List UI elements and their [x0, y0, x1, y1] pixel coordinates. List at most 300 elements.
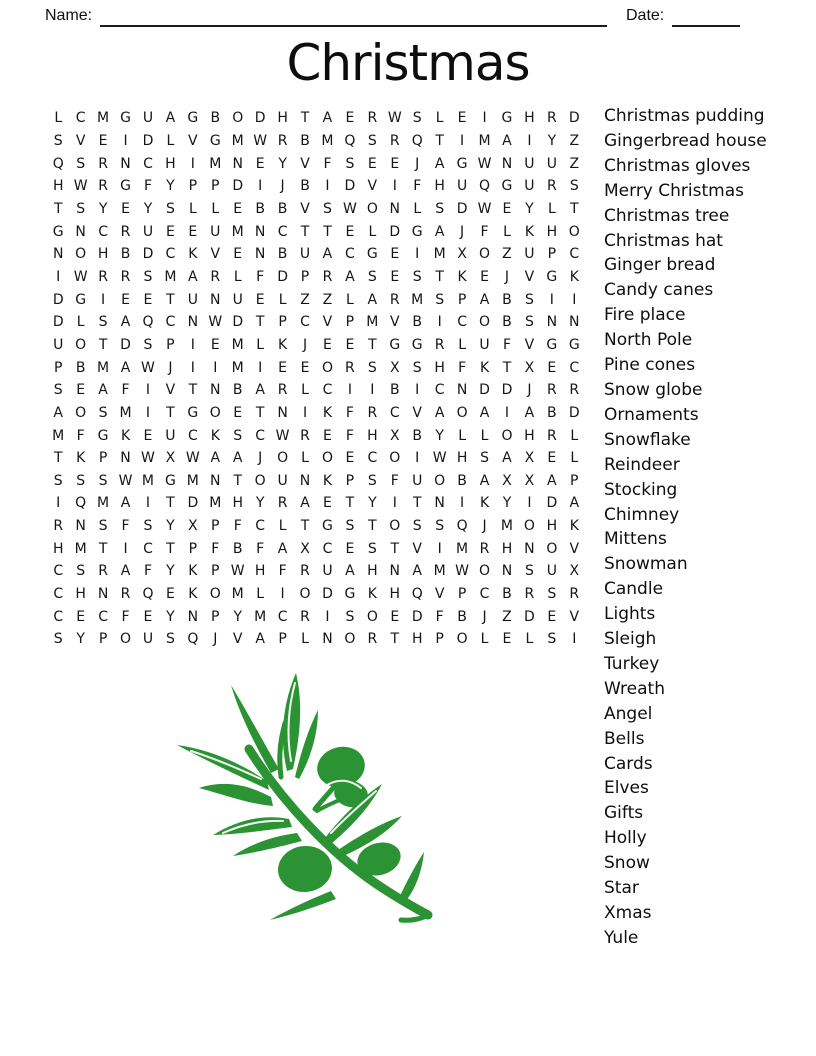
date-blank-line	[672, 9, 740, 27]
grid-letter: E	[143, 291, 153, 308]
grid-letter: I	[415, 450, 420, 467]
grid-letter: S	[143, 268, 153, 285]
grid-letter: B	[300, 178, 310, 195]
grid-letter: C	[277, 608, 288, 625]
grid-letter: E	[457, 110, 467, 127]
grid-letter: P	[211, 178, 220, 195]
grid-letter: H	[232, 495, 243, 512]
grid-letter: T	[368, 518, 377, 535]
grid-letter: S	[435, 518, 445, 535]
grid-letter: E	[255, 155, 265, 172]
grid-letter: V	[389, 314, 400, 331]
grid-letter: V	[75, 132, 86, 149]
grid-letter: Y	[233, 608, 242, 625]
grid-letter: E	[547, 608, 557, 625]
grid-letter: G	[546, 336, 558, 353]
grid-letter: T	[166, 291, 175, 308]
grid-letter: K	[210, 427, 220, 444]
grid-letter: A	[53, 404, 63, 421]
grid-letter: H	[501, 540, 513, 557]
grid-letter: U	[53, 336, 64, 353]
grid-letter: S	[53, 132, 63, 149]
grid-letter: S	[98, 404, 108, 421]
grid-letter: B	[412, 427, 423, 444]
grid-letter: I	[347, 382, 352, 399]
grid-letter: P	[435, 631, 444, 648]
grid-letter: N	[120, 155, 131, 172]
grid-letter: H	[254, 563, 266, 580]
grid-letter: I	[325, 178, 330, 195]
grid-letter: B	[300, 132, 310, 149]
grid-letter: E	[278, 359, 288, 376]
grid-letter: O	[344, 631, 356, 648]
grid-letter: T	[166, 495, 175, 512]
grid-letter: V	[300, 200, 310, 217]
grid-letter: M	[411, 291, 424, 308]
name-label: Name:	[45, 7, 93, 24]
grid-letter: V	[434, 586, 445, 603]
grid-letter: P	[98, 631, 108, 648]
grid-letter: M	[231, 132, 244, 149]
grid-letter: S	[98, 314, 108, 331]
grid-letter: O	[277, 450, 289, 467]
grid-letter: H	[411, 631, 423, 648]
grid-letter: R	[120, 223, 131, 240]
grid-letter: L	[503, 223, 511, 240]
word-list-item: Snowman	[604, 554, 688, 575]
grid-letter: R	[389, 132, 400, 149]
grid-letter: A	[255, 631, 265, 648]
grid-letter: F	[211, 540, 220, 557]
grid-letter: I	[370, 382, 375, 399]
grid-letter: Y	[368, 495, 377, 512]
grid-letter: A	[120, 495, 131, 512]
grid-letter: A	[367, 291, 378, 308]
grid-letter: W	[253, 132, 268, 149]
grid-letter: L	[458, 336, 466, 353]
grid-letter: E	[233, 246, 243, 263]
grid-letter: N	[120, 450, 131, 467]
grid-letter: W	[477, 155, 492, 172]
grid-letter: K	[322, 404, 333, 421]
grid-letter: R	[546, 110, 557, 127]
grid-letter: D	[322, 586, 333, 603]
word-list-item: Gingerbread house	[604, 130, 767, 151]
grid-letter: I	[572, 291, 577, 308]
grid-letter: O	[523, 518, 535, 535]
grid-letter: L	[368, 223, 377, 240]
grid-letter: K	[569, 518, 579, 535]
grid-letter: Z	[300, 291, 310, 308]
grid-letter: S	[547, 586, 557, 603]
grid-letter: F	[256, 268, 265, 285]
grid-letter: I	[101, 291, 106, 308]
grid-letter: E	[121, 291, 130, 308]
grid-letter: O	[479, 563, 491, 580]
grid-letter: O	[389, 518, 401, 535]
grid-letter: M	[231, 223, 244, 240]
grid-letter: R	[277, 382, 288, 399]
grid-letter: F	[345, 427, 354, 444]
grid-letter: I	[123, 540, 128, 557]
grid-letter: D	[277, 268, 288, 285]
grid-letter: C	[165, 246, 176, 263]
olive-branch-illustration	[165, 657, 440, 932]
grid-letter: B	[389, 382, 400, 399]
grid-letter: F	[143, 178, 152, 195]
grid-letter: O	[120, 631, 132, 648]
grid-letter: R	[300, 427, 310, 444]
grid-letter: O	[479, 314, 491, 331]
grid-letter: R	[546, 178, 557, 195]
grid-letter: O	[209, 404, 221, 421]
grid-letter: G	[120, 110, 131, 127]
grid-letter: R	[569, 382, 580, 399]
grid-letter: T	[166, 540, 175, 557]
grid-letter: I	[460, 495, 465, 512]
grid-letter: X	[165, 450, 176, 467]
grid-letter: G	[411, 336, 423, 353]
grid-letter: M	[164, 268, 177, 285]
grid-letter: V	[188, 132, 198, 149]
grid-letter: U	[546, 155, 557, 172]
grid-letter: L	[525, 631, 534, 648]
grid-letter: T	[255, 404, 265, 421]
grid-letter: A	[277, 540, 288, 557]
grid-letter: A	[434, 223, 445, 240]
grid-letter: A	[502, 450, 512, 467]
grid-letter: D	[456, 200, 468, 217]
grid-letter: C	[187, 427, 198, 444]
word-list-item: Chimney	[604, 504, 680, 525]
grid-letter: N	[456, 382, 468, 399]
grid-letter: N	[389, 563, 401, 580]
grid-letter: O	[546, 540, 558, 557]
grid-letter: N	[434, 495, 445, 512]
grid-letter: Y	[547, 132, 557, 149]
grid-letter: E	[188, 223, 198, 240]
grid-letter: D	[52, 314, 64, 331]
grid-letter: W	[208, 314, 223, 331]
grid-letter: M	[366, 314, 379, 331]
grid-letter: L	[188, 200, 197, 217]
grid-letter: F	[390, 472, 399, 489]
grid-letter: A	[210, 450, 221, 467]
grid-letter: S	[412, 110, 422, 127]
grid-letter: H	[367, 563, 378, 580]
grid-letter: V	[210, 246, 221, 263]
grid-letter: C	[165, 314, 176, 331]
grid-letter: M	[254, 608, 267, 625]
grid-letter: X	[502, 472, 512, 489]
grid-letter: A	[120, 359, 131, 376]
grid-letter: L	[54, 110, 63, 127]
grid-letter: I	[437, 314, 442, 331]
grid-letter: P	[457, 586, 467, 603]
grid-letter: C	[277, 223, 288, 240]
grid-letter: F	[458, 359, 467, 376]
grid-letter: P	[211, 518, 220, 535]
grid-letter: Q	[142, 586, 154, 603]
grid-letter: I	[415, 382, 420, 399]
grid-letter: N	[187, 608, 199, 625]
grid-letter: P	[188, 178, 198, 195]
grid-letter: M	[456, 540, 469, 557]
grid-letter: I	[302, 404, 308, 421]
grid-letter: J	[527, 382, 532, 399]
grid-letter: U	[210, 223, 221, 240]
grid-letter: A	[322, 246, 333, 263]
grid-letter: C	[434, 382, 445, 399]
grid-letter: H	[75, 586, 86, 603]
grid-letter: C	[322, 540, 333, 557]
grid-letter: D	[479, 382, 490, 399]
grid-letter: C	[479, 586, 490, 603]
grid-letter: M	[433, 563, 446, 580]
word-list-item: Candy canes	[604, 280, 714, 301]
grid-letter: T	[53, 450, 63, 467]
grid-letter: M	[321, 132, 334, 149]
grid-letter: R	[367, 404, 378, 421]
grid-letter: U	[524, 246, 535, 263]
grid-letter: N	[299, 472, 311, 489]
grid-letter: Z	[569, 155, 580, 172]
grid-letter: U	[232, 291, 243, 308]
grid-letter: F	[413, 178, 422, 195]
grid-letter: U	[546, 563, 557, 580]
grid-letter: P	[345, 472, 355, 489]
grid-letter: O	[232, 110, 244, 127]
grid-letter: L	[413, 200, 422, 217]
grid-letter: J	[168, 359, 173, 376]
grid-letter: R	[98, 155, 108, 172]
grid-letter: Y	[166, 518, 175, 535]
grid-letter: G	[120, 178, 131, 195]
grid-letter: E	[165, 223, 175, 240]
grid-letter: M	[478, 132, 491, 149]
word-list-item: North Pole	[604, 330, 693, 351]
grid-letter: T	[412, 495, 422, 512]
grid-letter: R	[98, 178, 108, 195]
grid-letter: T	[255, 314, 265, 331]
grid-letter: U	[187, 291, 198, 308]
grid-letter: E	[345, 223, 355, 240]
grid-letter: E	[345, 540, 355, 557]
grid-letter: S	[412, 268, 422, 285]
grid-letter: L	[570, 450, 579, 467]
grid-letter: I	[437, 540, 442, 557]
grid-letter: N	[389, 200, 401, 217]
grid-letter: T	[435, 132, 444, 149]
grid-letter: D	[524, 608, 535, 625]
grid-letter: N	[210, 291, 221, 308]
grid-letter: E	[143, 608, 153, 625]
grid-letter: F	[121, 608, 130, 625]
grid-letter: O	[209, 586, 221, 603]
grid-letter: I	[258, 178, 263, 195]
grid-letter: N	[187, 314, 199, 331]
grid-letter: M	[74, 540, 87, 557]
grid-letter: F	[233, 518, 242, 535]
grid-letter: C	[53, 586, 64, 603]
grid-letter: T	[233, 472, 242, 489]
grid-letter: L	[256, 586, 265, 603]
grid-letter: K	[188, 586, 198, 603]
grid-letter: V	[165, 382, 176, 399]
grid-letter: A	[120, 563, 131, 580]
grid-letter: E	[502, 631, 512, 648]
grid-letter: W	[73, 268, 88, 285]
grid-letter: N	[210, 382, 221, 399]
grid-letter: M	[141, 472, 155, 489]
grid-letter: N	[501, 563, 513, 580]
grid-letter: L	[435, 110, 444, 127]
grid-letter: X	[524, 472, 535, 489]
word-list-item: Candle	[604, 579, 664, 600]
grid-letter: W	[185, 450, 200, 467]
word-list-item: Stocking	[604, 479, 678, 500]
grid-letter: B	[502, 291, 512, 308]
grid-letter: K	[524, 223, 534, 240]
grid-letter: B	[457, 608, 467, 625]
grid-letter: C	[53, 608, 64, 625]
grid-letter: C	[322, 382, 333, 399]
grid-letter: F	[256, 540, 265, 557]
grid-letter: S	[53, 382, 63, 399]
grid-letter: S	[524, 563, 534, 580]
grid-letter: H	[52, 178, 64, 195]
grid-letter: V	[524, 268, 535, 285]
grid-letter: C	[143, 155, 153, 172]
grid-letter: S	[367, 359, 377, 376]
grid-letter: M	[231, 586, 244, 603]
word-list-item: Reindeer	[604, 454, 680, 475]
grid-letter: G	[322, 518, 333, 535]
grid-letter: M	[119, 404, 132, 421]
grid-letter: Q	[75, 495, 87, 512]
grid-letter: W	[477, 200, 492, 217]
grid-letter: A	[255, 382, 265, 399]
grid-letter: D	[546, 495, 558, 512]
grid-letter: T	[53, 200, 63, 217]
grid-letter: Z	[502, 246, 512, 263]
grid-letter: C	[569, 246, 580, 263]
grid-letter: E	[390, 608, 400, 625]
grid-letter: T	[323, 223, 332, 240]
grid-letter: I	[527, 132, 532, 149]
word-list-item: Pine cones	[604, 355, 696, 376]
grid-letter: S	[76, 200, 86, 217]
grid-letter: H	[456, 450, 468, 467]
grid-letter: O	[456, 631, 468, 648]
grid-letter: E	[345, 450, 355, 467]
grid-letter: Y	[525, 200, 534, 217]
grid-letter: D	[501, 382, 513, 399]
grid-letter: E	[255, 291, 265, 308]
grid-letter: U	[322, 563, 333, 580]
grid-letter: A	[188, 268, 198, 285]
grid-letter: X	[300, 540, 310, 557]
grid-letter: G	[187, 404, 199, 421]
grid-letter: J	[460, 223, 465, 240]
grid-letter: M	[209, 155, 222, 172]
grid-letter: T	[345, 495, 355, 512]
grid-letter: Z	[322, 291, 333, 308]
grid-letter: B	[232, 382, 243, 399]
grid-letter: S	[98, 472, 108, 489]
grid-letter: Q	[411, 132, 423, 149]
grid-letter: R	[300, 563, 310, 580]
grid-letter: S	[143, 518, 153, 535]
grid-letter: I	[280, 586, 285, 603]
grid-letter: S	[435, 291, 445, 308]
grid-letter: C	[569, 359, 580, 376]
word-list-item: Cards	[604, 753, 653, 774]
grid-letter: E	[233, 200, 243, 217]
grid-letter: S	[76, 155, 86, 172]
grid-letter: O	[501, 427, 513, 444]
grid-letter: I	[145, 404, 151, 421]
word-list-item: Elves	[604, 778, 649, 799]
grid-letter: U	[456, 178, 468, 195]
grid-letter: M	[186, 472, 199, 489]
grid-letter: C	[255, 427, 266, 444]
word-list-item: Ginger bread	[604, 255, 716, 276]
grid-letter: L	[278, 518, 287, 535]
grid-letter: L	[570, 427, 579, 444]
grid-letter: S	[323, 200, 332, 217]
word-list-item: Wreath	[604, 678, 665, 699]
grid-letter: A	[569, 495, 580, 512]
grid-letter: H	[165, 155, 176, 172]
grid-letter: R	[546, 382, 557, 399]
grid-letter: F	[278, 563, 287, 580]
grid-letter: K	[322, 472, 333, 489]
grid-letter: E	[323, 427, 332, 444]
grid-letter: I	[392, 495, 397, 512]
grid-letter: M	[231, 359, 244, 376]
grid-letter: Q	[187, 631, 199, 648]
grid-letter: E	[547, 450, 557, 467]
grid-letter: S	[98, 518, 108, 535]
grid-letter: R	[367, 110, 378, 127]
grid-letter: Y	[166, 608, 175, 625]
word-list-item: Mittens	[604, 529, 667, 550]
grid-letter: I	[56, 495, 61, 512]
word-list-item: Star	[604, 878, 639, 899]
grid-letter: A	[345, 563, 355, 580]
grid-letter: M	[231, 336, 244, 353]
word-list-item: Bells	[604, 728, 645, 749]
grid-letter: J	[213, 631, 218, 648]
word-search-grid	[47, 107, 586, 651]
grid-letter: X	[457, 246, 467, 263]
grid-letter: P	[278, 631, 287, 648]
grid-letter: T	[368, 336, 377, 353]
grid-letter: F	[345, 404, 354, 421]
grid-letter: D	[120, 336, 131, 353]
grid-letter: S	[412, 518, 422, 535]
grid-letter: I	[325, 608, 330, 625]
grid-letter: D	[344, 178, 356, 195]
grid-letter: L	[301, 450, 309, 467]
grid-letter: T	[390, 540, 400, 557]
word-list-item: Christmas tree	[604, 205, 730, 226]
grid-letter: G	[546, 268, 558, 285]
grid-letter: D	[389, 223, 401, 240]
grid-letter: S	[345, 608, 355, 625]
grid-letter: R	[98, 563, 108, 580]
